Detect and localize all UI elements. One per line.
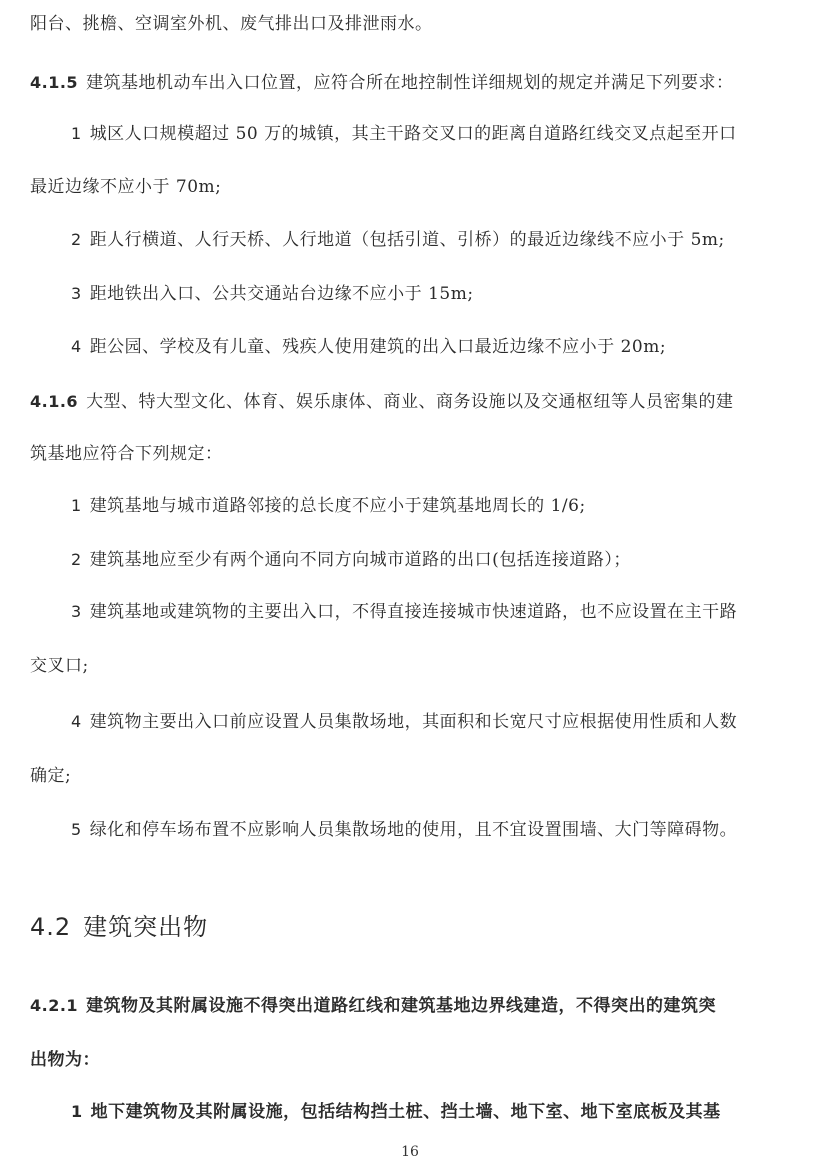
item-text: 最近边缘不应小于 70m; [30, 177, 222, 197]
item-number: 5 [71, 820, 82, 839]
clause-text: 建筑基地机动车出入口位置，应符合所在地控制性详细规划的规定并满足下列要求： [86, 73, 734, 93]
list-item-4-1-6-5 [71, 818, 737, 842]
section-number: 4.2 [30, 913, 72, 941]
clause-4-1-6 [30, 390, 734, 414]
clause-text: 大型、特大型文化、体育、娱乐康体、商业、商务设施以及交通枢纽等人员密集的建 [86, 392, 734, 412]
clause-number: 4.1.5 [30, 73, 79, 92]
clause-4-1-5 [30, 71, 734, 95]
clause-continuation [30, 442, 223, 466]
list-item-continuation [30, 764, 71, 788]
list-item-4-1-6-2 [71, 548, 631, 572]
list-item-4-1-5-2 [71, 228, 725, 252]
item-number: 3 [71, 602, 82, 621]
item-text: 建筑基地或建筑物的主要出入口，不得直接连接城市快速道路，也不应设置在主干路 [89, 602, 738, 622]
clause-text: 出物为： [30, 1050, 100, 1070]
page-number: 16 [401, 1144, 419, 1160]
section-heading-4-2 [30, 912, 208, 942]
item-text: 确定; [30, 766, 72, 786]
item-text: 距公园、学校及有儿童、残疾人使用建筑的出入口最近边缘不应小于 20m; [89, 337, 667, 357]
list-item-continuation [30, 654, 89, 678]
list-item-4-1-5-3 [71, 282, 474, 306]
item-number: 2 [71, 550, 82, 569]
item-text: 建筑物主要出入口前应设置人员集散场地，其面积和长宽尺寸应根据使用性质和人数 [89, 712, 738, 732]
list-item-4-1-6-3 [71, 600, 737, 624]
item-number: 4 [71, 337, 82, 356]
item-text: 交叉口; [30, 656, 89, 676]
item-number: 3 [71, 284, 82, 303]
clause-number: 4.2.1 [30, 996, 79, 1015]
list-item-4-1-5-4 [71, 335, 666, 359]
paragraph-text: 阳台、挑檐、空调室外机、废气排出口及排泄雨水。 [30, 14, 433, 34]
list-item-4-1-5-1 [71, 122, 737, 146]
item-text: 建筑基地与城市道路邻接的总长度不应小于建筑基地周长的 1/6; [89, 496, 586, 516]
clause-number: 4.1.6 [30, 392, 79, 411]
item-text: 距地铁出入口、公共交通站台边缘不应小于 15m; [89, 284, 474, 304]
item-number: 1 [71, 1102, 83, 1121]
section-title: 建筑突出物 [83, 913, 209, 941]
item-text: 绿化和停车场布置不应影响人员集散场地的使用，且不宜设置围墙、大门等障碍物。 [89, 820, 738, 840]
list-item-4-1-6-4 [71, 710, 737, 734]
item-number: 1 [71, 124, 82, 143]
item-number: 1 [71, 496, 82, 515]
item-number: 4 [71, 712, 82, 731]
item-text: 城区人口规模超过 50 万的城镇，其主干路交叉口的距离自道路红线交叉点起至开口 [89, 124, 737, 144]
list-item-4-1-6-1 [71, 494, 586, 518]
list-item-4-2-1-1 [71, 1100, 721, 1124]
item-text: 建筑基地应至少有两个通向不同方向城市道路的出口(包括连接道路）； [89, 550, 631, 570]
text-line-continuation [30, 12, 433, 36]
list-item-continuation [30, 175, 221, 199]
clause-text: 筑基地应符合下列规定： [30, 444, 223, 464]
clause-4-2-1 [30, 994, 716, 1018]
item-text: 地下建筑物及其附属设施，包括结构挡土桩、挡土墙、地下室、地下室底板及其基 [90, 1102, 721, 1122]
item-text: 距人行横道、人行天桥、人行地道（包括引道、引桥）的最近边缘线不应小于 5m; [89, 230, 725, 250]
clause-text: 建筑物及其附属设施不得突出道路红线和建筑基地边界线建造，不得突出的建筑突 [86, 996, 717, 1016]
clause-continuation [30, 1048, 100, 1072]
item-number: 2 [71, 230, 82, 249]
